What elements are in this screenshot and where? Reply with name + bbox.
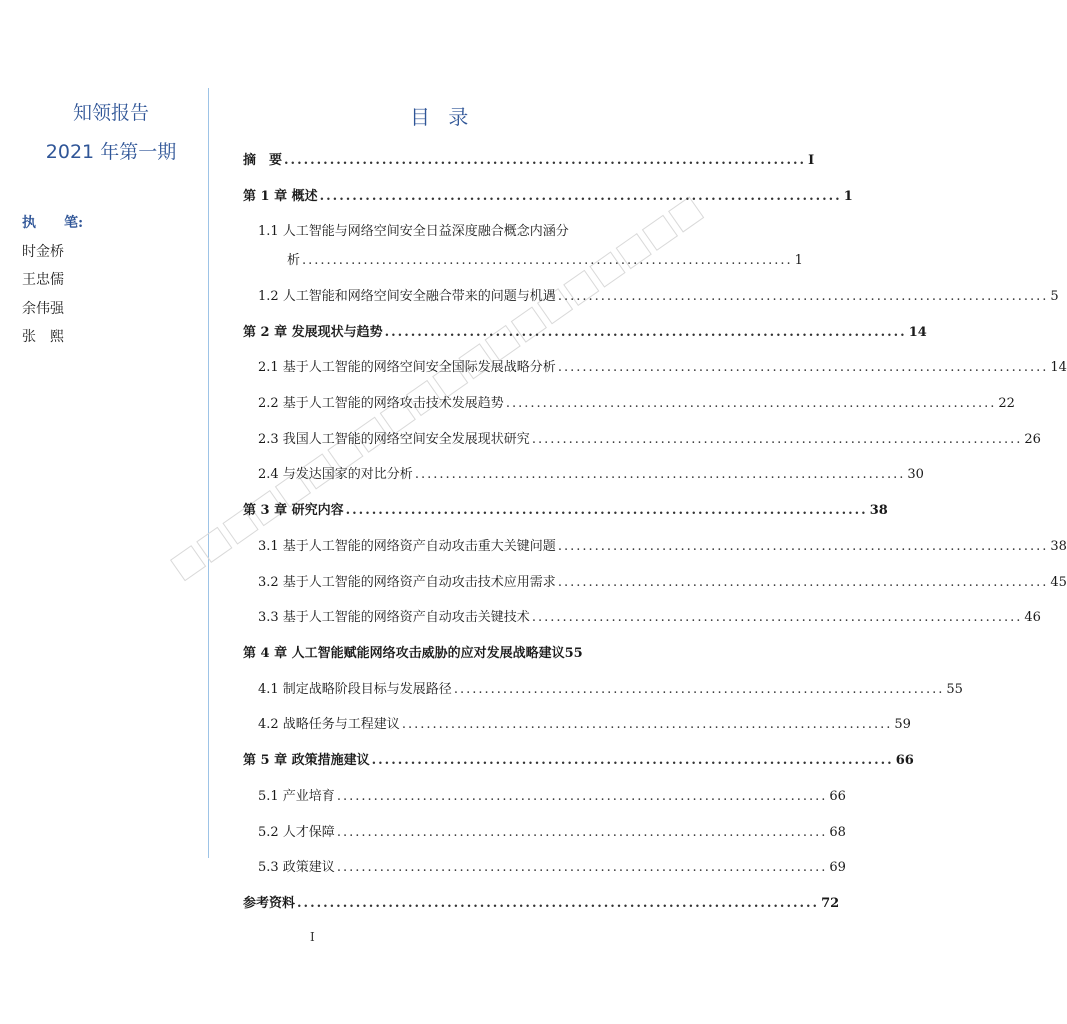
- toc-entry[interactable]: 3.1 基于人工智能的网络资产自动攻击重大关键问题 ................................................................................ 38: [258, 539, 1067, 554]
- page-number: I: [310, 930, 315, 944]
- toc-entry[interactable]: 第 1 章 概述 ................................................................................ 1: [243, 189, 853, 204]
- toc-entry[interactable]: 2.2 基于人工智能的网络攻击技术发展趋势 ................................................................................ 22: [258, 396, 1015, 411]
- author-name: 时金桥: [22, 244, 64, 260]
- toc-entry[interactable]: 第 2 章 发展现状与趋势 ................................................................................ 14: [243, 325, 927, 340]
- sidebar: [0, 0, 210, 1024]
- authors-label: 执 笔:: [22, 215, 84, 231]
- toc-entry[interactable]: 4.2 战略任务与工程建议 ................................................................................ 59: [258, 717, 911, 732]
- toc-entry[interactable]: 3.2 基于人工智能的网络资产自动攻击技术应用需求 ................................................................................ 45: [258, 575, 1067, 590]
- toc-entry[interactable]: 参考资料 ................................................................................ 72: [243, 896, 840, 911]
- toc-entry[interactable]: 第 5 章 政策措施建议 ................................................................................ 66: [243, 753, 914, 768]
- toc-entry[interactable]: 5.1 产业培育 ................................................................................ 66: [258, 789, 846, 804]
- toc-entry[interactable]: 2.4 与发达国家的对比分析 ................................................................................ 30: [258, 467, 924, 482]
- author-name: 余伟强: [22, 301, 64, 317]
- toc-entry[interactable]: 1.1 人工智能与网络空间安全日益深度融合概念内涵分: [258, 224, 569, 239]
- toc-entry[interactable]: 第 3 章 研究内容 ................................................................................ 38: [243, 503, 888, 518]
- toc-entry[interactable]: 4.1 制定战略阶段目标与发展路径 ................................................................................ 55: [258, 682, 963, 697]
- toc-entry[interactable]: 3.3 基于人工智能的网络资产自动攻击关键技术 ................................................................................ 46: [258, 610, 1041, 625]
- toc-entry[interactable]: 1.2 人工智能和网络空间安全融合带来的问题与机遇 ................................................................................ 5: [258, 289, 1059, 304]
- toc-entry[interactable]: 析 ................................................................................ 1: [287, 253, 803, 268]
- toc-entry[interactable]: 第 4 章 人工智能赋能网络攻击威胁的应对发展战略建议 55: [243, 646, 583, 661]
- toc-title: 目 录: [410, 105, 475, 129]
- report-series-name: 知领报告: [72, 102, 149, 124]
- toc-entry[interactable]: 摘 要 ................................................................................ I: [243, 153, 815, 168]
- author-name: 王忠儒: [22, 272, 64, 288]
- sidebar-divider: [208, 88, 209, 858]
- report-issue: 2021 年第一期: [45, 141, 177, 163]
- toc-entry[interactable]: 5.3 政策建议 ................................................................................ 69: [258, 860, 846, 875]
- toc-entry[interactable]: 2.1 基于人工智能的网络空间安全国际发展战略分析 ................................................................................ 14: [258, 360, 1067, 375]
- toc-entry[interactable]: 2.3 我国人工智能的网络空间安全发展现状研究 ................................................................................ 26: [258, 432, 1041, 447]
- toc-entry[interactable]: 5.2 人才保障 ................................................................................ 68: [258, 825, 846, 840]
- author-name: 张 熙: [22, 329, 64, 345]
